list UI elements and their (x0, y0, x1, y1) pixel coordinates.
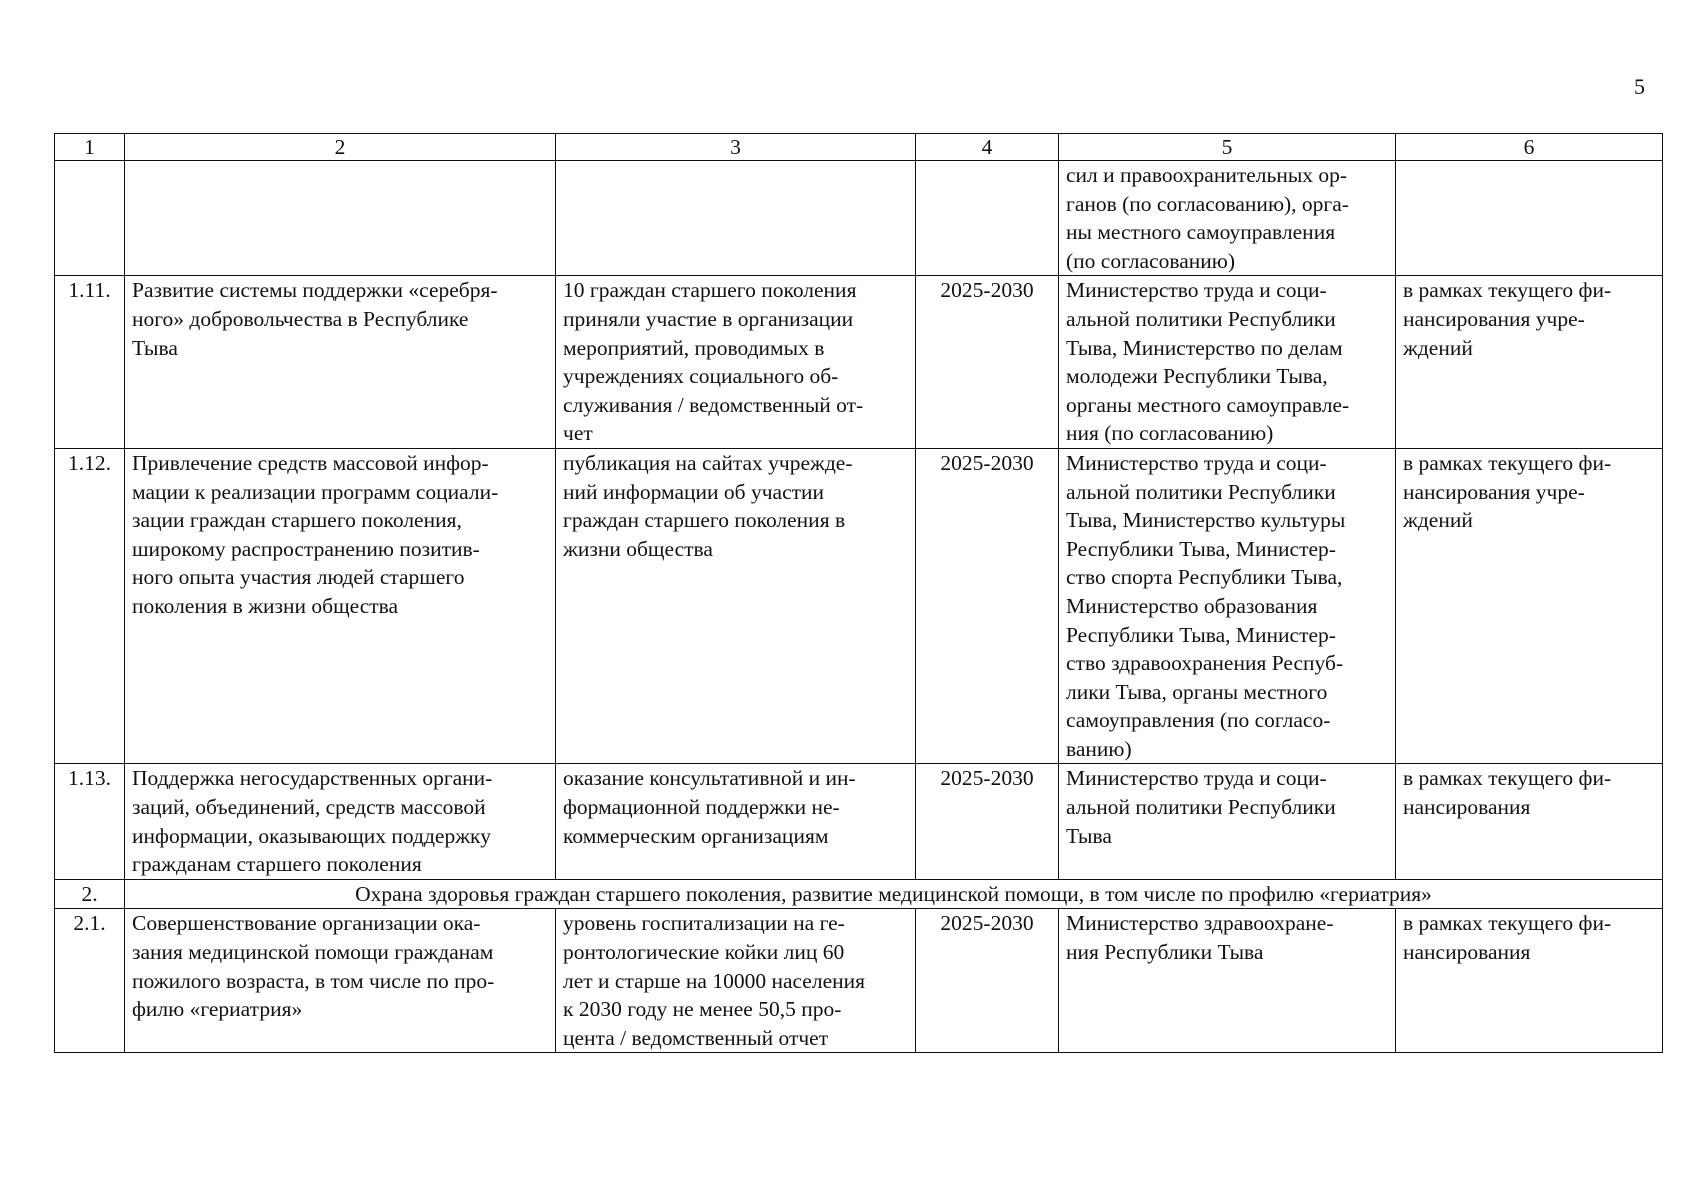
column-header-5: 5 (1059, 134, 1396, 161)
executors-line: ния Республики Тыва (1066, 940, 1264, 965)
continuation-executors-cell (1059, 161, 1396, 276)
executors-cell (1059, 764, 1396, 879)
result-line: учреждениях социального об- (563, 364, 839, 389)
executors-line: лики Тыва, органы местного (1066, 679, 1328, 704)
result-cell (556, 276, 916, 449)
column-header-6: 6 (1396, 134, 1663, 161)
continuation-event-cell (125, 161, 556, 276)
continuation-num-cell (55, 161, 125, 276)
event-line: Развитие системы поддержки «серебря- (132, 278, 498, 303)
event-line: гражданам старшего поколения (132, 852, 422, 877)
result-line: лет и старше на 10000 населения (563, 968, 866, 993)
executors-line: (по согласованию) (1066, 248, 1236, 273)
executors-line: ство здравоохранения Респуб- (1066, 651, 1344, 676)
column-header-3: 3 (556, 134, 916, 161)
event-line: Привлечение средств массовой инфор- (132, 450, 489, 475)
result-line: формационной поддержки не- (563, 795, 840, 820)
table-row (55, 909, 1663, 1053)
continuation-funding-cell (1396, 161, 1663, 276)
result-cell (556, 909, 916, 1053)
executors-cell (1059, 276, 1396, 449)
funding-line: нансирования учре- (1403, 306, 1585, 331)
event-cell (125, 276, 556, 449)
result-line: уровень госпитализации на ге- (563, 911, 845, 936)
executors-line: Министерство образования (1066, 593, 1318, 618)
result-line: ний информации об участии (563, 479, 825, 504)
executors-line: Министерство труда и соци- (1066, 766, 1327, 791)
result-line: 10 граждан старшего поколения (563, 278, 857, 303)
section-title: Охрана здоровья граждан старшего поколения, развитие медицинской помощи, в том числе по профилю «гериатрия» (125, 879, 1663, 909)
funding-cell (1396, 448, 1663, 764)
executors-line: альной политики Республики (1066, 306, 1336, 331)
period-cell: 2025-2030 (916, 276, 1059, 449)
executors-line: ны местного самоуправления (1066, 220, 1336, 245)
table-row (55, 448, 1663, 764)
funding-line: ждений (1403, 335, 1473, 360)
continuation-period-cell (916, 161, 1059, 276)
funding-line: нансирования учре- (1403, 479, 1585, 504)
executors-line: молодежи Республики Тыва, (1066, 364, 1328, 389)
executors-line: самоуправления (по согласо- (1066, 708, 1331, 733)
row-number: 1.13. (55, 764, 125, 879)
column-header-1: 1 (55, 134, 125, 161)
result-cell (556, 764, 916, 879)
table-header-row (55, 134, 1663, 161)
executors-line: Республики Тыва, Министер- (1066, 622, 1336, 647)
result-line: служивания / ведомственный от- (563, 392, 864, 417)
measures-table (54, 133, 1663, 1053)
table-row (55, 764, 1663, 879)
event-cell (125, 448, 556, 764)
executors-line: альной политики Республики (1066, 795, 1336, 820)
result-line: к 2030 году не менее 50,5 про- (563, 997, 842, 1022)
continuation-result-cell (556, 161, 916, 276)
result-line: жизни общества (563, 536, 713, 561)
funding-line: нансирования (1403, 940, 1531, 965)
result-line: ронтологические койки лиц 60 (563, 940, 845, 965)
result-line: чет (563, 421, 593, 446)
result-line: мероприятий, проводимых в (563, 335, 825, 360)
executors-line: Министерство здравоохране- (1066, 911, 1334, 936)
event-line: заций, объединений, средств массовой (132, 795, 486, 820)
event-line: Тыва (132, 335, 178, 360)
result-line: граждан старшего поколения в (563, 508, 846, 533)
period-cell: 2025-2030 (916, 764, 1059, 879)
executors-cell (1059, 909, 1396, 1053)
executors-line: Министерство труда и соци- (1066, 450, 1327, 475)
executors-line: ванию) (1066, 736, 1132, 761)
event-line: мации к реализации программ социали- (132, 479, 499, 504)
event-cell (125, 909, 556, 1053)
executors-line: Республики Тыва, Министер- (1066, 536, 1336, 561)
column-header-2: 2 (125, 134, 556, 161)
result-line: коммерческим организациям (563, 823, 829, 848)
section-row (55, 879, 1663, 909)
event-line: филю «гериатрия» (132, 997, 303, 1022)
funding-line: в рамках текущего фи- (1403, 278, 1612, 303)
event-line: Поддержка негосударственных органи- (132, 766, 493, 791)
event-line: ного» добровольчества в Республике (132, 306, 469, 331)
result-line: публикация на сайтах учрежде- (563, 450, 853, 475)
executors-line: Тыва (1066, 823, 1112, 848)
page-number: 5 (1634, 74, 1645, 99)
funding-cell (1396, 764, 1663, 879)
funding-cell (1396, 909, 1663, 1053)
executors-line: Тыва, Министерство по делам (1066, 335, 1343, 360)
period-cell: 2025-2030 (916, 448, 1059, 764)
table-row (55, 276, 1663, 449)
funding-line: в рамках текущего фи- (1403, 766, 1612, 791)
event-line: ного опыта участия людей старшего (132, 565, 465, 590)
funding-line: в рамках текущего фи- (1403, 450, 1612, 475)
funding-line: ждений (1403, 508, 1473, 533)
section-number: 2. (55, 879, 125, 909)
executors-line: ство спорта Республики Тыва, (1066, 565, 1343, 590)
funding-line: в рамках текущего фи- (1403, 911, 1612, 936)
event-line: зания медицинской помощи гражданам (132, 940, 494, 965)
continuation-row (55, 161, 1663, 276)
executors-line: Тыва, Министерство культуры (1066, 508, 1346, 533)
event-line: зации граждан старшего поколения, (132, 508, 462, 533)
result-line: приняли участие в организации (563, 306, 854, 331)
executors-line: Министерство труда и соци- (1066, 278, 1327, 303)
row-number: 1.11. (55, 276, 125, 449)
row-number: 2.1. (55, 909, 125, 1053)
funding-line: нансирования (1403, 795, 1531, 820)
period-cell: 2025-2030 (916, 909, 1059, 1053)
event-line: поколения в жизни общества (132, 593, 399, 618)
event-cell (125, 764, 556, 879)
column-header-4: 4 (916, 134, 1059, 161)
result-line: цента / ведомственный отчет (563, 1025, 829, 1050)
result-line: оказание консультативной и ин- (563, 766, 856, 791)
row-number: 1.12. (55, 448, 125, 764)
funding-cell (1396, 276, 1663, 449)
executors-cell (1059, 448, 1396, 764)
executors-line: ганов (по согласованию), орга- (1066, 191, 1349, 216)
result-cell (556, 448, 916, 764)
executors-line: ния (по согласованию) (1066, 421, 1274, 446)
executors-line: сил и правоохранительных ор- (1066, 163, 1348, 187)
event-line: Совершенствование организации ока- (132, 911, 481, 936)
event-line: пожилого возраста, в том числе по про- (132, 968, 495, 993)
event-line: информации, оказывающих поддержку (132, 823, 491, 848)
event-line: широкому распространению позитив- (132, 536, 480, 561)
executors-line: органы местного самоуправле- (1066, 392, 1350, 417)
executors-line: альной политики Республики (1066, 479, 1336, 504)
